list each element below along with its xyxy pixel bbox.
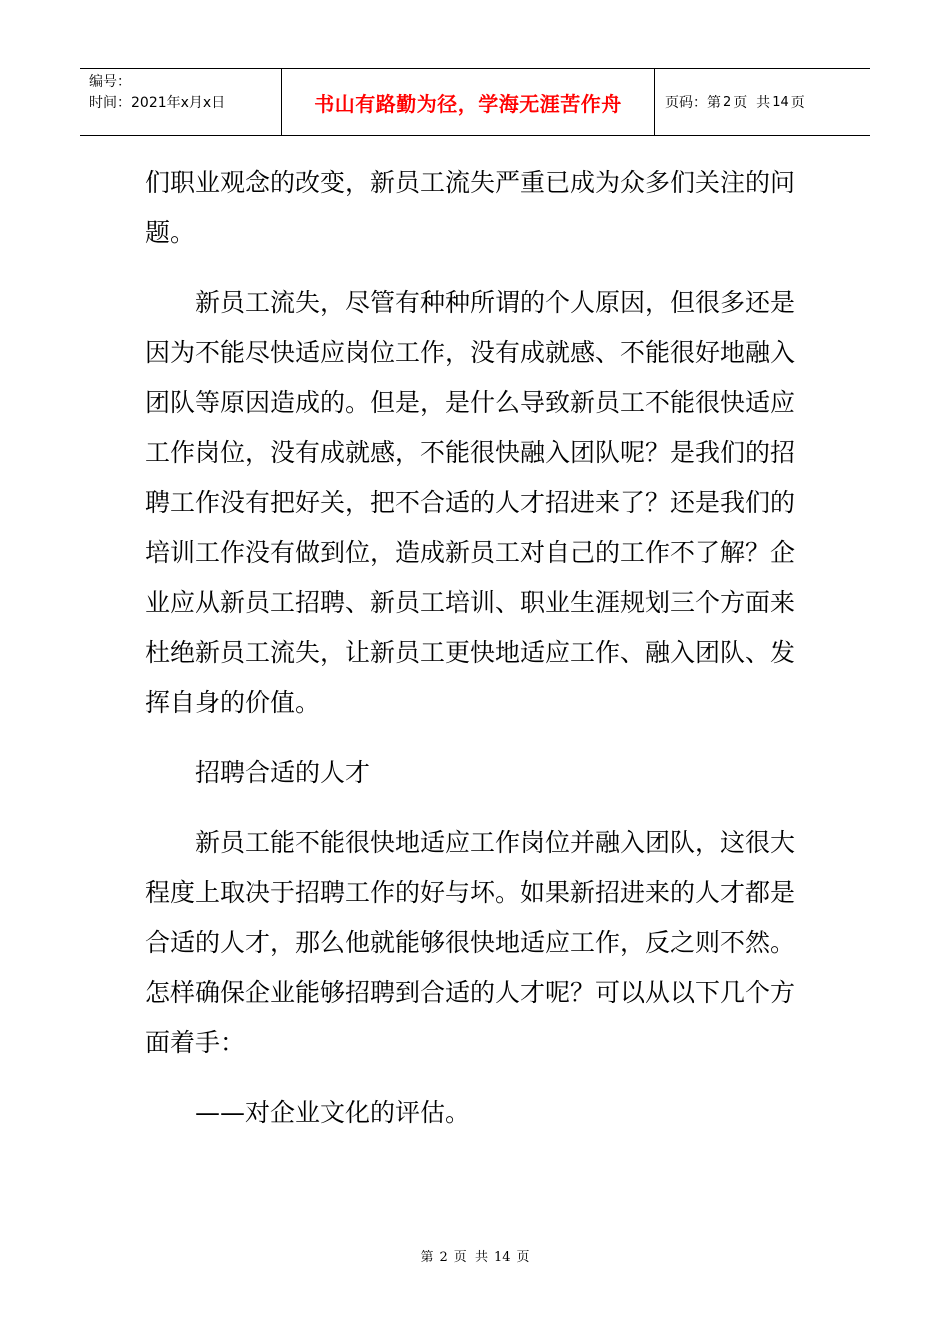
document-body <box>145 158 795 1158</box>
header-page-mid: 页 共 <box>733 95 771 111</box>
paragraph-recruitment: 新员工能不能很快地适应工作岗位并融入团队，这很大程度上取决于招聘工作的好与坏。如果新招进来的人才都是合适的人才，那么他就能够很快地适应工作，反之则不然。怎样确保企业能够招聘到合适的人才呢？可以从以下几个方面着手： <box>145 828 796 1057</box>
document-header <box>80 68 870 136</box>
footer-current: 2 <box>439 1250 448 1265</box>
header-page-prefix: 页码：第 <box>665 95 721 111</box>
header-page-info <box>655 69 870 135</box>
section-heading-recruit: 招聘合适的人才 <box>195 758 371 787</box>
list-item-culture-evaluation: ——对企业文化的评估。 <box>195 1098 471 1127</box>
header-page-current: 2 <box>723 94 732 110</box>
footer-prefix: 第 <box>420 1250 434 1265</box>
paragraph-new-employee-turnover: 新员工流失，尽管有种种所谓的个人原因，但很多还是因为不能尽快适应岗位工作，没有成就感、不能很好地融入团队等原因造成的。但是，是什么导致新员工不能很快适应工作岗位，没有成就感，不能很快融入团队呢？是我们的招聘工作没有把好关，把不合适的人才招进来了？还是我们的培训工作没有做到位，造成新员工对自己的工作不了解？企业应从新员工招聘、新员工培训、职业生涯规划三个方面来杜绝新员工流失，让新员工更快地适应工作、融入团队、发挥自身的价值。 <box>145 288 796 717</box>
footer-mid: 页 共 <box>453 1250 488 1265</box>
header-page-suffix: 页 <box>790 95 805 111</box>
footer-total: 14 <box>494 1250 511 1265</box>
header-meta <box>80 69 282 135</box>
header-page-total: 14 <box>772 94 789 110</box>
footer-suffix: 页 <box>516 1250 530 1265</box>
page-footer <box>0 1246 950 1265</box>
header-motto: 书山有路勤为径，学海无涯苦作舟 <box>282 69 655 135</box>
document-time-label: 时间：2021年x月x日 <box>89 95 226 111</box>
document-number-label: 编号： <box>89 74 131 90</box>
paragraph-continuation: 们职业观念的改变，新员工流失严重已成为众多们关注的问题。 <box>145 168 796 247</box>
